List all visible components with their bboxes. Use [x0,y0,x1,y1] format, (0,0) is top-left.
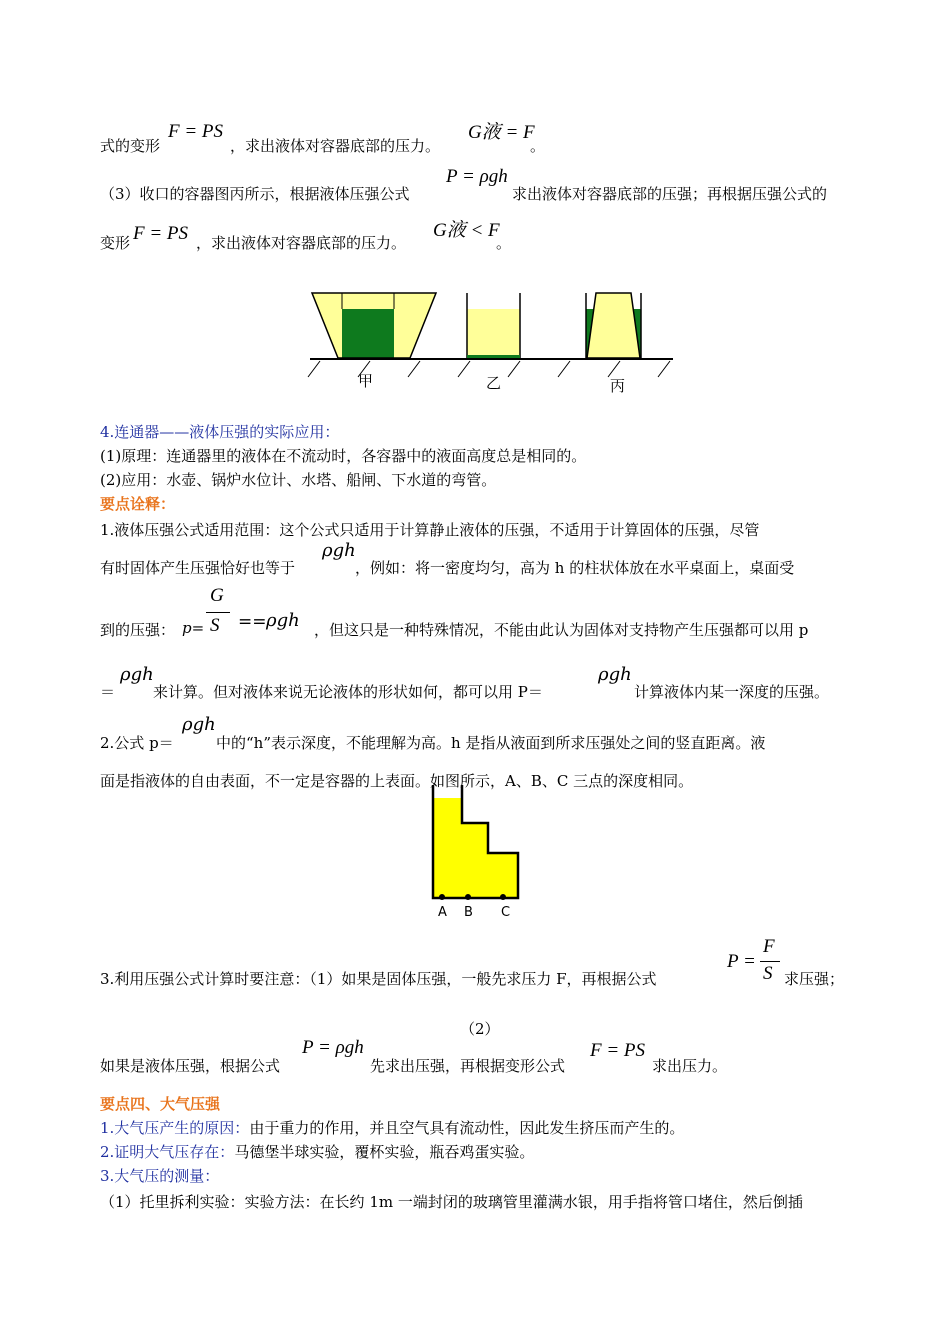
formula-rhogh: ρgh [266,610,300,631]
fraction-numerator-f: F [763,936,775,957]
fraction-bar [206,612,230,613]
atm-heading: 要点四、大气压强 [100,1095,221,1113]
atm-item2 [100,1141,534,1162]
text-line: 求出液体对容器底部的压强；再根据压强公式的 [512,185,828,203]
formula-p-eq: P = [727,951,756,972]
atm-item1-text: 由于重力的作用，并且空气具有流动性，因此发生挤压而产生的。 [249,1119,685,1137]
container-yi-liquid [467,309,520,358]
formula-g-eq-f: G液 = F [468,122,535,143]
text-equals: ＝ [100,683,116,701]
text-period: 。 [496,234,512,252]
formula-rhogh: ρgh [322,540,356,561]
formula-rhogh: ρgh [182,714,216,735]
text-line: ，求出液体对容器底部的压力。 [196,234,407,252]
atm-item1 [100,1117,684,1138]
section4-title: 4.连通器——液体压强的实际应用： [100,423,340,441]
formula-f-ps: F = PS [590,1040,646,1061]
note2-line2: 面是指液体的自由表面，不一定是容器的上表面。如图所示，A、B、C 三点的深度相同。 [100,772,694,790]
fraction-denominator-s: S [210,615,220,636]
note1-line2a: 有时固体产生压强恰好也等于 [100,559,296,577]
note1-line3a: 到的压强： [100,621,176,639]
point-c [500,894,506,900]
section4-item2: (2)应用：水壶、锅炉水位计、水塔、船闸、下水道的弯管。 [100,471,497,489]
note1-line2b: ，例如：将一密度均匀，高为 h 的柱状体放在水平桌面上，桌面受 [355,559,795,577]
text-line: （3）收口的容器图丙所示，根据液体压强公式 [100,185,410,203]
formula-p-rhogh: P = ρgh [302,1037,364,1058]
note3-number: （2） [460,1020,500,1038]
label-a: A [438,905,447,920]
fraction-denominator-s: S [763,963,773,984]
containers-figure [290,285,690,400]
label-yi: 乙 [486,374,502,392]
text-line: 变形 [100,234,131,252]
text-line: ，求出液体对容器底部的压力。 [230,137,441,155]
formula-p-rhogh: P = ρgh [446,166,508,187]
formula-f-ps: F = PS [168,121,224,142]
formula-rhogh: ρgh [120,664,154,685]
atm-item3-label: 3.大气压的测量： [100,1167,220,1185]
atm-item4: （1）托里拆利实验：实验方法：在长约 1m 一端封闭的玻璃管里灌满水银，用手指将管口堵住，然后倒插 [100,1193,803,1211]
formula-rhogh: ρgh [598,664,632,685]
label-jia: 甲 [358,372,374,390]
note2-line1b: 中的“h”表示深度，不能理解为高。h 是指从液面到所求压强处之间的竖直距离。液 [216,734,766,752]
atm-item2-label: 2.证明大气压存在： [100,1143,235,1161]
fraction-numerator-g: G [210,585,224,606]
double-equals: == [238,612,267,632]
label-c: C [501,905,511,920]
text-line: 式的变形 [100,137,161,155]
point-b [465,894,471,900]
fraction-bar [760,961,780,962]
note3-line1b: 求压强； [784,970,845,988]
note1-line4a: 来计算。但对液体来说无论液体的形状如何，都可以用 P＝ [153,683,543,701]
stepped-container-figure [425,785,530,920]
note1-line1: 1.液体压强公式适用范围：这个公式只适用于计算静止液体的压强，不适用于计算固体的压强，尽管 [100,521,760,539]
formula-g-lt-f: G液 < F [433,220,500,241]
notes-heading: 要点诠释： [100,495,176,513]
note3-line2a: 如果是液体压强，根据公式 [100,1057,281,1075]
formula-p-eq: p= [182,619,205,637]
note3-line2c: 求出压力。 [652,1057,728,1075]
note3-line1a: 3.利用压强公式计算时要注意：（1）如果是固体压强，一般先求压力 F，再根据公式 [100,970,657,988]
label-b: B [464,905,473,920]
container-jia-liquid-column [342,309,394,358]
formula-f-ps: F = PS [133,223,189,244]
atm-item1-label: 1.大气压产生的原因： [100,1119,250,1137]
note3-line2b: 先求出压强，再根据变形公式 [370,1057,566,1075]
label-bing: 丙 [610,377,626,395]
atm-item2-text: 马德堡半球实验，覆杯实验，瓶吞鸡蛋实验。 [234,1143,535,1161]
note1-line4b: 计算液体内某一深度的压强。 [634,683,830,701]
note1-line3b: ，但这只是一种特殊情况，不能由此认为固体对支持物产生压强都可以用 p [314,621,809,639]
section4-item1: (1)原理：连通器里的液体在不流动时，各容器中的液面高度总是相同的。 [100,447,587,465]
stepped-liquid [433,798,518,898]
note2-line1a: 2.公式 p＝ [100,734,174,752]
text-period: 。 [530,137,546,155]
point-a [439,894,445,900]
